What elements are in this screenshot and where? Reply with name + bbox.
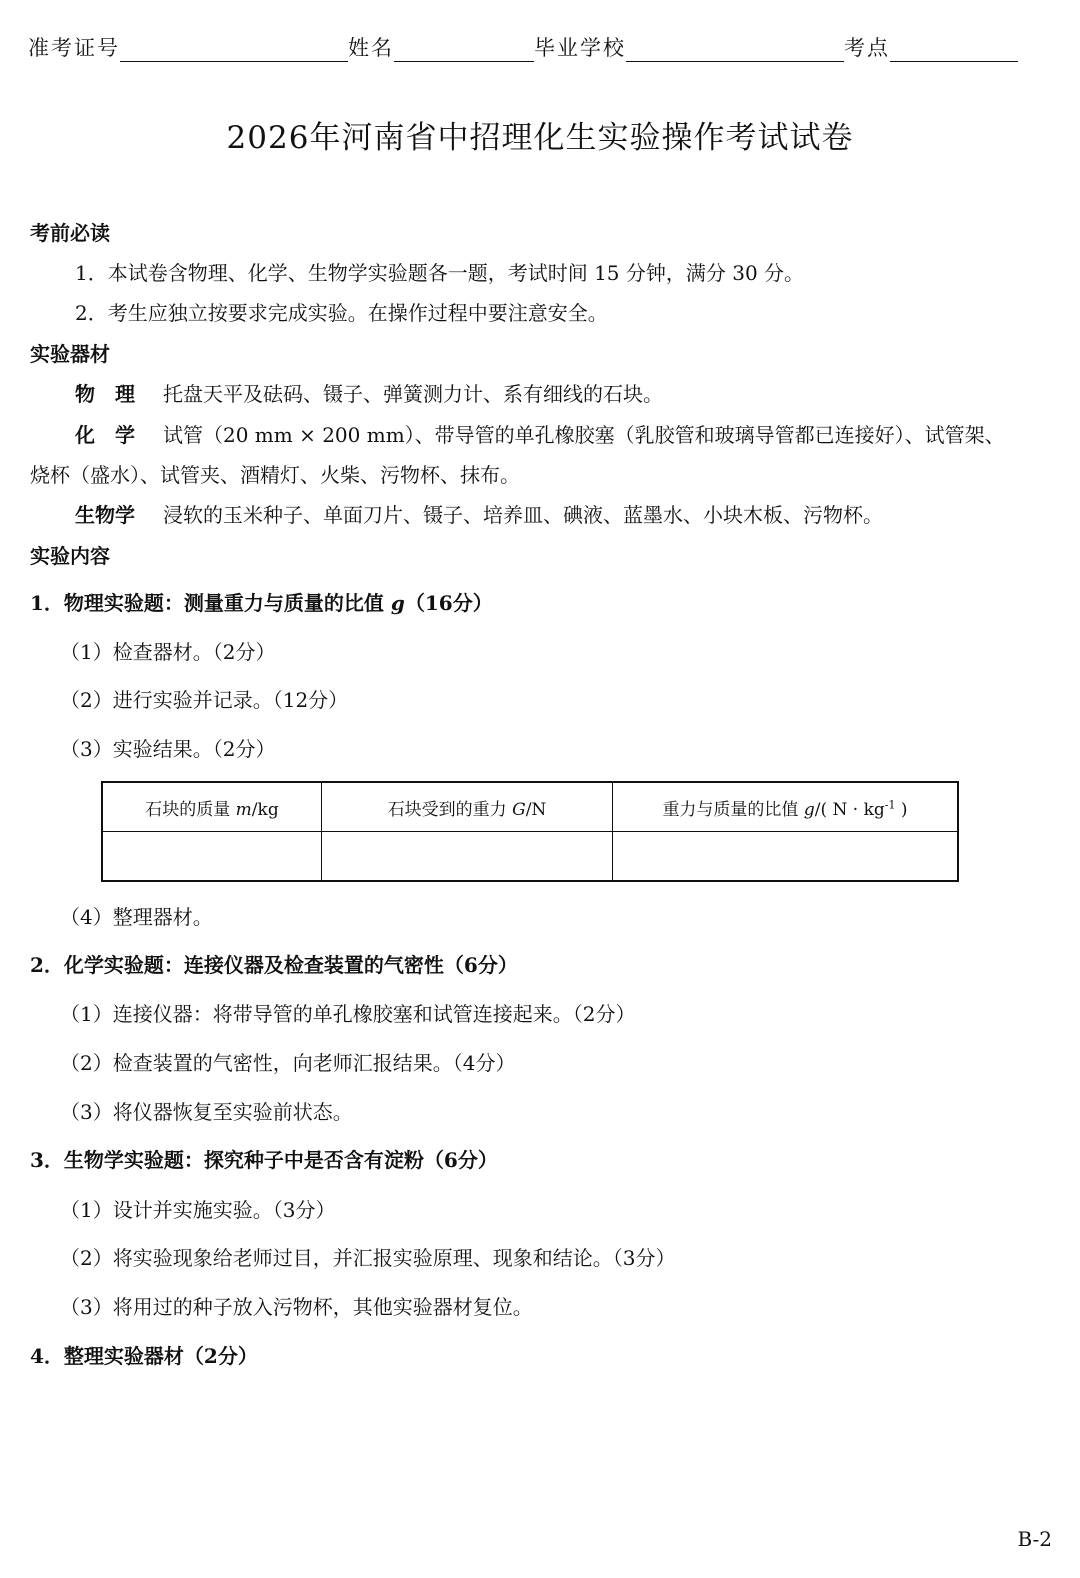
- biology-label: 生物学: [75, 503, 135, 527]
- notice-item-2: 2．考生应独立按要求完成实验。在操作过程中要注意安全。: [75, 301, 608, 325]
- gravity-cell[interactable]: [322, 832, 613, 882]
- content-heading: 实验内容: [30, 544, 110, 568]
- physics-text: 托盘天平及砝码、镊子、弹簧测力计、系有细线的石块。: [163, 382, 663, 406]
- ticket-number-field[interactable]: [120, 35, 348, 62]
- ratio-cell[interactable]: [613, 832, 959, 882]
- page-number: B-2: [1017, 1527, 1052, 1551]
- q1-step-3: （3）实验结果。（2分）: [60, 737, 276, 761]
- physics-label: 物 理: [75, 382, 135, 406]
- exam-title: 2026年河南省中招理化生实验操作考试试卷: [226, 120, 854, 156]
- biology-text: 浸软的玉米种子、单面刀片、镊子、培养皿、碘液、蓝墨水、小块木板、污物杯。: [163, 503, 883, 527]
- equipment-chemistry: [75, 419, 1005, 448]
- equipment-biology: [75, 499, 883, 528]
- q4-heading: 4．整理实验器材（2分）: [30, 1344, 258, 1368]
- q3-step-1: （1）设计并实施实验。（3分）: [60, 1198, 336, 1222]
- q3-heading: 3．生物学实验题：探究种子中是否含有淀粉（6分）: [30, 1148, 498, 1172]
- q2-step-2: （2）检查装置的气密性，向老师汇报结果。（4分）: [60, 1051, 516, 1075]
- ticket-label: 准考证号: [28, 36, 120, 60]
- mass-cell[interactable]: [102, 832, 322, 882]
- chemistry-text-2: 烧杯（盛水）、试管夹、酒精灯、火柴、污物杯、抹布。: [30, 463, 520, 487]
- q3-step-3: （3）将用过的种子放入污物杯，其他实验器材复位。: [60, 1295, 533, 1319]
- table-header-row: [102, 782, 958, 832]
- results-table: [101, 781, 959, 882]
- school-label: 毕业学校: [534, 36, 626, 60]
- school-field[interactable]: [626, 35, 844, 62]
- q2-step-3: （3）将仪器恢复至实验前状态。: [60, 1100, 353, 1124]
- site-label: 考点: [844, 36, 890, 60]
- q2-step-1: （1）连接仪器：将带导管的单孔橡胶塞和试管连接起来。（2分）: [60, 1002, 636, 1026]
- table-row: [102, 832, 958, 882]
- col-ratio-header: 重力与质量的比值 g/( $N \cdot kg^{-1}$ ): [613, 782, 959, 832]
- col-mass-header: 石块的质量 m/kg: [102, 782, 322, 832]
- notice-item-1: 1．本试卷含物理、化学、生物学实验题各一题，考试时间 15 分钟，满分 30 分。: [75, 261, 805, 285]
- q1-step-1: （1）检查器材。（2分）: [60, 640, 276, 664]
- name-field[interactable]: [394, 35, 534, 62]
- name-label: 姓名: [348, 36, 394, 60]
- equipment-heading: 实验器材: [30, 342, 110, 366]
- site-field[interactable]: [890, 35, 1018, 62]
- q2-heading: 2．化学实验题：连接仪器及检查装置的气密性（6分）: [30, 953, 518, 977]
- col-gravity-header: 石块受到的重力 G/N: [322, 782, 613, 832]
- q3-step-2: （2）将实验现象给老师过目，并汇报实验原理、现象和结论。（3分）: [60, 1246, 676, 1270]
- chemistry-text-1: 试管（20 mm × 200 mm）、带导管的单孔橡胶塞（乳胶管和玻璃导管都已连接好）、试管架、: [163, 423, 1005, 447]
- q1-step-2: （2）进行实验并记录。（12分）: [60, 688, 349, 712]
- notice-heading: 考前必读: [30, 221, 110, 245]
- q1-heading: 1．物理实验题：测量重力与质量的比值 g（16分）: [30, 591, 493, 615]
- equipment-physics: [75, 378, 663, 407]
- q1-step-4: （4）整理器材。: [60, 905, 213, 929]
- chemistry-label: 化 学: [75, 423, 135, 447]
- exam-header: [28, 28, 1052, 62]
